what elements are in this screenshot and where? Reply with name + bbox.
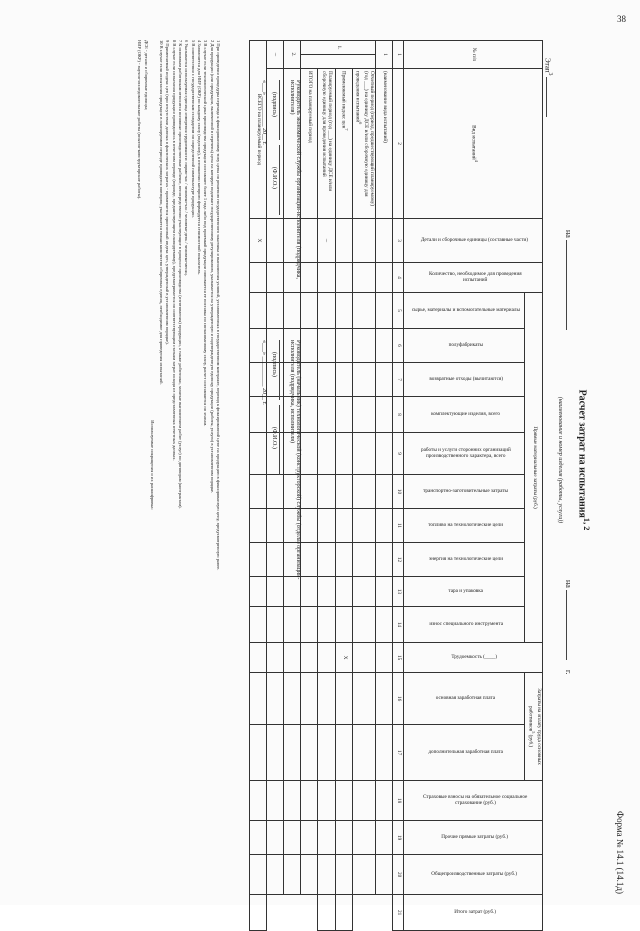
form-title — [577, 20, 591, 900]
abbreviation: ДСЕ - детали и сборочные единицы; — [143, 40, 149, 111]
rotated-form-sheet — [11, 20, 631, 916]
header-test-type: Вид испытаний$^4$ — [404, 69, 543, 219]
header-other-direct: Прочие прямые затраты (руб.) — [404, 821, 543, 855]
row-price-index: Применяемый индекс цен$^7$ — [335, 69, 352, 219]
footnote: 1 При проведении процедуры перехода к фиксированному типу цены по решению государственного заказчика и выполнения условий, установленных в государственном контракте, переход к фиксированной цене на продукцию в фиксированную цену, предусмотренную ранее. — [216, 40, 221, 571]
header-labor-intensity: Трудоемкость (____) — [404, 643, 543, 673]
title-middle: на — [564, 580, 573, 660]
stage-label: Этап$^3$ — [544, 58, 553, 117]
footnote: 7 К основным работникам относятся основные производственные рабочие, непосредственно участвующие в процессе производства (изготовления) продукции, а также работники, занятые выполнением работ (услуг) по договорам (контрактам). — [177, 40, 183, 509]
footnote: 3 В случае если технологический цикл производства продукции составляет более 1 года либо под приемкой продукции понимается ее поставка по согласованному этапу, расчет составляется по этапам. — [203, 40, 209, 427]
header-outside-services: работы и услуги сторонних организаций производственного характера, всего — [404, 433, 525, 475]
title-text: Расчет затрат на испытания — [576, 389, 588, 518]
table-row: 2. — [283, 41, 300, 931]
footnote: 8 В случае если испытания продукции проводились в отчетном периоде (периоде, предшествующем планируемому), предусматривается по соответствующим статьям затрат исходя из представленных отчетных данных. — [171, 40, 177, 461]
header-tool-wear: износ специального инструмента — [404, 607, 525, 643]
footnote: 4 Заполняется для НИР (ОКР) по каждому этапу (подэтапу), в отношении которого формируется стоимостной показатель. — [196, 40, 202, 275]
table-row: 1 (наименование вида испытаний) — [376, 41, 393, 931]
footnote: 5 В соответствии с государственным стандартом по определенной номенклатуре продукции. — [190, 40, 196, 218]
header-semi-products: полуфабрикаты — [404, 329, 525, 363]
header-energy: энергия на технологические цели — [404, 543, 525, 577]
footnote: 6 Указывается используемая единица измерения трудоемкости: нормо-час / человеко-час / человеко-день / человеко-месяц. — [184, 40, 190, 276]
row-reporting-period: Отчетный период (период, предшествующий планируемому) (год ___) на единицу ДСЕ и/или сборочную единицу для проведения испытаний$^6$ — [352, 69, 376, 219]
header-insurance: Страховые взносы на обязательное социальное страхование (руб.) — [404, 781, 543, 821]
title-footnote-ref: 1, 2 — [582, 517, 591, 531]
header-overhead: Общепроизводственные затраты (руб.) — [404, 855, 543, 895]
column-number-row: 1 2 3 4 5 6 7 8 9 10 11 12 13 14 15 16 17 18 19 20 21 — [393, 41, 404, 931]
table-row — [335, 41, 352, 931]
abbreviations-title: Используемые сокращения и их расшифровка: — [150, 420, 156, 510]
header-parts: Детали и сборочные единицы (составные части) — [404, 219, 543, 263]
abbreviation: НИР (ОКР) - научно-исследовательские работы (опытно-конструкторские работы). — [137, 40, 143, 200]
header-fuel: топливо на технологические цели — [404, 509, 525, 543]
row-planned-period: Планируемый период (год ___) на единицу ДСЕ и/или сборочную единицу для проведения испытаний — [317, 69, 335, 219]
table-row: ... — [266, 41, 283, 931]
form-subtitle: (наименование и номер изделия (работы, услуги)) — [557, 396, 563, 524]
header-quantity: Количество, необходимое для проведения испытаний — [404, 263, 543, 293]
title-prefix: на — [564, 230, 573, 330]
header-extra-salary: дополнительная заработная плата — [404, 725, 525, 781]
table-row — [300, 41, 317, 931]
header-return-waste: возвратные отходы (вычитаются) — [404, 363, 525, 397]
title-year: г. — [564, 670, 573, 675]
total-row: ВСЕГО на планируемый период X — [249, 41, 266, 931]
header-num: № п/п — [404, 41, 543, 69]
header-packaging: тара и упаковка — [404, 577, 525, 607]
header-total: Итого затрат (руб.) — [404, 895, 543, 931]
x-mark: X — [335, 643, 352, 673]
header-basic-salary: основная заработная плата — [404, 673, 525, 725]
footnote: 9 Применяемый индекс цен (при отсутствии данных о фактических затратах - применяется прогнозный индекс цен, утвержденный в установленном порядке). — [165, 40, 171, 345]
header-labor-costs: Затраты на оплату труда основных работников$^5$ (руб.) — [525, 673, 543, 781]
header-raw-materials: сырье, материалы и вспомогательные материалы — [404, 293, 525, 329]
footnote: 2 Для продукции (или продукции, включенной в перечень) цена на которую подлежит государственному регулированию, указывается на утвержденную и подтвержденную единицу продукции (работы, услуги) в установленном порядке. — [209, 40, 215, 494]
table-row: 1. Отчетный период (период, предшествующий планируемому) (год ___) на единицу ДСЕ и/или сборочную единицу для проведения испытаний$^6$ — [352, 41, 376, 931]
signature-left: Руководитель экономической службы организации-исполнителя (подрядчика, исполнителя) (подпись)(Ф.И.О.) «___» __________ 20__ г. — [261, 80, 301, 279]
signature-right: Руководитель (начальник) технологической (конструкторской) службы (отдела) организации-исполнителя (подрядчика, исполнителя) (подпись)(Ф.И.О.) «___» __________ 20__ г. — [261, 340, 301, 580]
header-direct-material: Прямые материальные затраты (руб.) — [525, 293, 543, 643]
table-row: Планируемый период (год ___) на единицу ДСЕ и/или сборочную единицу для проведения испытаний ... — [317, 41, 335, 931]
page-number: 38 — [617, 14, 626, 24]
row-itogo: ИТОГО на планируемый период — [300, 69, 317, 219]
footnote: 10 В случае если испытания продукции в планируемом периоде проводятся повторно, указывается только количество сборочных единиц, необходимое для проведения испытаний. — [158, 40, 164, 385]
footnotes — [136, 40, 221, 890]
header-transport: транспортно-заготовительные затраты — [404, 475, 525, 509]
header-components: комплектующие изделия, всего — [404, 397, 525, 433]
form-number: Форма № 14.1 (14.1д) — [615, 810, 625, 894]
